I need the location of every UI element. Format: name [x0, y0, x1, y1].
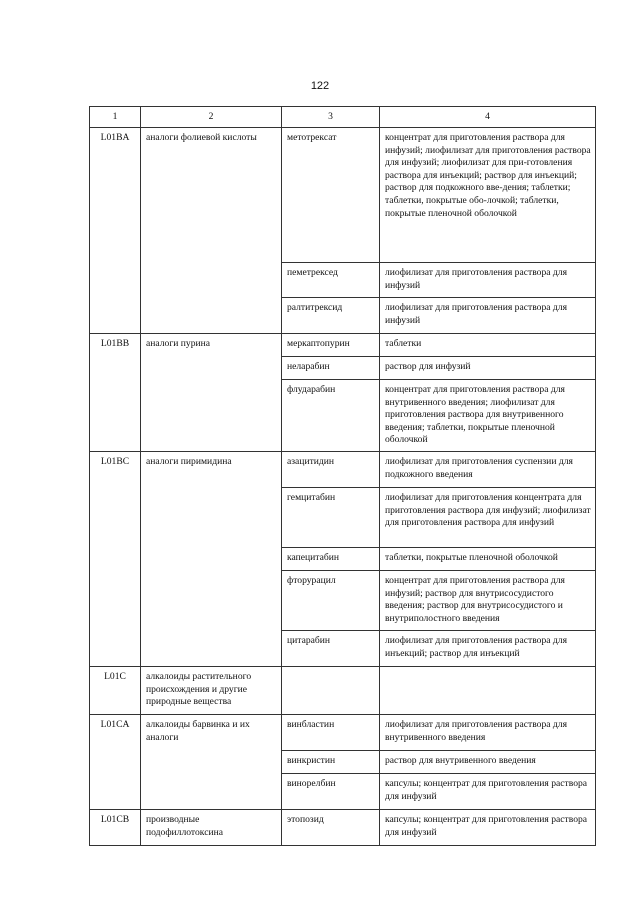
drug-table — [89, 106, 596, 846]
column-header: 2 — [141, 107, 282, 128]
dosage-form-cell: лиофилизат для приготовления раствора для внутривенного введения — [380, 715, 596, 751]
dosage-form-cell: концентрат для приготовления раствора для инфузий; лиофилизат для приготовления раствора для инфузий; лиофилизат для при-готовления раствора для инъекций; раствор для инъекций; раствор для подкожного вве-дения; таблетки; таблетки, покрытые обо-лочкой; таблетки, покрытые пленочной оболочкой — [380, 128, 596, 263]
drug-name-cell: флударабин — [282, 380, 380, 452]
column-header: 3 — [282, 107, 380, 128]
drug-name-cell: метотрексат — [282, 128, 380, 263]
dosage-form-cell: лиофилизат для приготовления суспензии для подкожного введения — [380, 452, 596, 488]
table-row — [90, 810, 596, 846]
drug-name-cell: гемцитабин — [282, 488, 380, 548]
dosage-form-cell: капсулы; концентрат для приготовления раствора для инфузий — [380, 810, 596, 846]
atc-code-cell: L01BB — [90, 334, 141, 452]
atc-code-cell: L01BA — [90, 128, 141, 334]
drug-name-cell: этопозид — [282, 810, 380, 846]
drug-name-cell: фторурацил — [282, 571, 380, 631]
drug-name-cell: винбластин — [282, 715, 380, 751]
dosage-form-cell: концентрат для приготовления раствора для инфузий; раствор для внутрисосудистого введения; раствор для внутрисосудистого и внутриполостного введения — [380, 571, 596, 631]
drug-name-cell: пеметрексед — [282, 263, 380, 298]
dosage-form-cell: таблетки, покрытые пленочной оболочкой — [380, 548, 596, 571]
table-row — [90, 715, 596, 751]
atc-code-cell: L01CB — [90, 810, 141, 846]
table-header-row — [90, 107, 596, 128]
table-row — [90, 128, 596, 263]
dosage-form-cell: лиофилизат для приготовления раствора для инфузий — [380, 298, 596, 334]
drug-name-cell: капецитабин — [282, 548, 380, 571]
column-header: 1 — [90, 107, 141, 128]
drug-name-cell: винорелбин — [282, 774, 380, 810]
drug-name-cell: винкристин — [282, 751, 380, 774]
dosage-form-cell: раствор для внутривенного введения — [380, 751, 596, 774]
group-name-cell: аналоги фолиевой кислоты — [141, 128, 282, 334]
table-row — [90, 452, 596, 488]
drug-name-cell — [282, 667, 380, 715]
group-name-cell: производные подофиллотоксина — [141, 810, 282, 846]
atc-code-cell: L01CA — [90, 715, 141, 810]
atc-code-cell: L01BC — [90, 452, 141, 667]
dosage-form-cell — [380, 667, 596, 715]
column-header: 4 — [380, 107, 596, 128]
table-row — [90, 334, 596, 357]
drug-name-cell: неларабин — [282, 357, 380, 380]
table-row — [90, 667, 596, 715]
page-number: 122 — [310, 80, 330, 92]
dosage-form-cell: лиофилизат для приготовления раствора для инъекций; раствор для инъекций — [380, 631, 596, 667]
dosage-form-cell: лиофилизат для приготовления раствора для инфузий — [380, 263, 596, 298]
atc-code-cell: L01C — [90, 667, 141, 715]
dosage-form-cell: лиофилизат для приготовления концентрата для приготовления раствора для инфузий; лиофилизат для приготовления раствора для инфузий — [380, 488, 596, 548]
dosage-form-cell: концентрат для приготовления раствора для внутривенного введения; лиофилизат для приготовления раствора для внутривенного введения; таблетки, покрытые пленочной оболочкой — [380, 380, 596, 452]
group-name-cell: аналоги пиримидина — [141, 452, 282, 667]
group-name-cell: алкалоиды растительного происхождения и другие природные вещества — [141, 667, 282, 715]
dosage-form-cell: раствор для инфузий — [380, 357, 596, 380]
group-name-cell: алкалоиды барвинка и их аналоги — [141, 715, 282, 810]
drug-name-cell: цитарабин — [282, 631, 380, 667]
dosage-form-cell: капсулы; концентрат для приготовления раствора для инфузий — [380, 774, 596, 810]
group-name-cell: аналоги пурина — [141, 334, 282, 452]
dosage-form-cell: таблетки — [380, 334, 596, 357]
drug-name-cell: азацитидин — [282, 452, 380, 488]
drug-name-cell: меркаптопурин — [282, 334, 380, 357]
drug-name-cell: ралтитрексид — [282, 298, 380, 334]
